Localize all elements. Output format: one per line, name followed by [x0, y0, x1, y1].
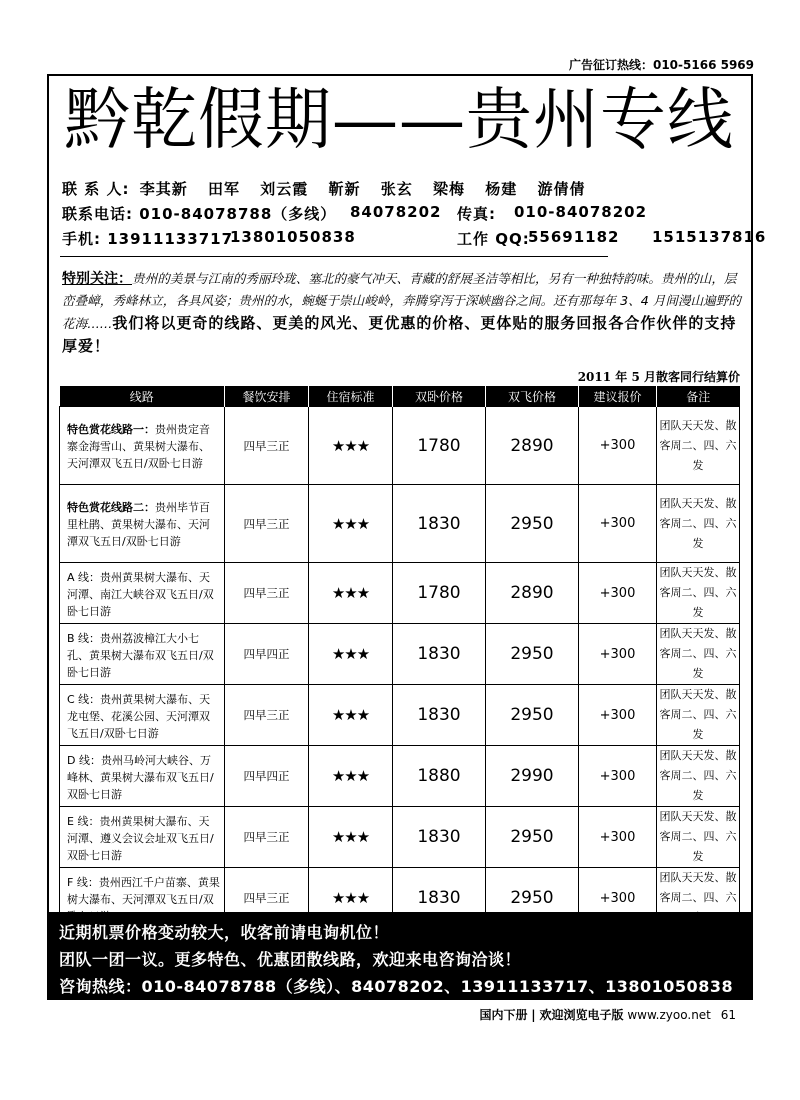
route-text: D 线：贵州马岭河大峡谷、万峰林、黄果树大瀑布双飞五日/双卧七日游 — [67, 753, 214, 801]
route-text: A 线：贵州黄果树大瀑布、天河潭、南江大峡谷双飞五日/双卧七日游 — [67, 570, 214, 618]
route-text: 贵州毕节百里杜鹃、黄果树大瀑布、天河潭双飞五日/双卧七日游 — [67, 501, 210, 548]
route-cell — [60, 685, 225, 746]
flight-price: 2890 — [486, 407, 579, 485]
meal-cell: 四早三正 — [225, 485, 309, 563]
flight-price: 2990 — [486, 746, 579, 807]
meal-cell: 四早三正 — [225, 868, 309, 929]
contact-person: 梁梅 — [432, 180, 465, 198]
special-promise: 我们将以更奇的线路、更美的风光、更优惠的价格、更体贴的服务回报各合作伙伴的支持厚爱！ — [62, 314, 737, 355]
route-text: C 线：贵州黄果树大瀑布、天龙屯堡、花溪公园、天河潭双飞五日/双卧七日游 — [67, 692, 211, 740]
table-row — [60, 746, 740, 807]
ad-hotline: 广告征订热线：010-5166 5969 — [568, 58, 754, 72]
route-text: B 线：贵州荔波樟江大小七孔、黄果树大瀑布双飞五日/双卧七日游 — [67, 631, 214, 679]
note-cell: 团队天天发、散客周二、四、六 — [657, 868, 740, 929]
footer-hotline: 咨询热线：010-84078788（多线）、84078202、13911133717、13801050838 — [59, 977, 734, 996]
contact-person: 刘云霞 — [260, 180, 309, 198]
contact-phone-row — [62, 203, 742, 224]
special-intro: 贵州的美景与江南的秀丽玲珑、塞北的豪气冲天、青藏的舒展圣洁等相比，另有一种独特韵味。贵州的山，层峦叠嶂，秀峰林立，各具风姿；贵州的水，蜿蜒于崇山峻岭，奔腾穿泻于深峡幽谷之间。还有那每年 3、4 月间漫山遍野的花海…… — [62, 271, 741, 331]
table-row — [60, 485, 740, 563]
footer-banner — [47, 912, 753, 1000]
contact-person: 游倩倩 — [537, 180, 586, 198]
fax-label: 传真: — [457, 205, 496, 223]
browse-text: 欢迎浏览电子版 — [539, 1008, 624, 1022]
table-row — [60, 685, 740, 746]
sleeper-price: 1830 — [393, 485, 486, 563]
sleeper-price: 1830 — [393, 685, 486, 746]
col-header-meal: 餐饮安排 — [225, 386, 309, 407]
note-cell: 团队天天发、散客周二、四、六发 — [657, 407, 740, 485]
sleeper-price: 1830 — [393, 807, 486, 868]
suggested-price: +300 — [579, 685, 657, 746]
lodging-stars: ★★★ — [309, 563, 393, 624]
route-highlight: 特色赏花线路一： — [67, 423, 155, 436]
meal-cell: 四早三正 — [225, 685, 309, 746]
col-header-lodging: 住宿标准 — [309, 386, 393, 407]
note-cell: 团队天天发、散客周二、四、六发 — [657, 563, 740, 624]
lodging-stars: ★★★ — [309, 624, 393, 685]
divider — [60, 256, 608, 257]
route-cell — [60, 624, 225, 685]
suggested-price: +300 — [579, 624, 657, 685]
fax-number: 010-84078202 — [514, 203, 648, 221]
flight-price: 2890 — [486, 563, 579, 624]
footer-line-2: 团队一团一议。更多特色、优惠团散线路，欢迎来电咨询洽谈！ — [59, 950, 522, 969]
page-number: 61 — [720, 1008, 736, 1022]
col-header-flight-price: 双飞价格 — [486, 386, 579, 407]
table-row — [60, 407, 740, 485]
note-cell: 团队天天发、散客周二、四、六发 — [657, 624, 740, 685]
col-header-route: 线路 — [60, 386, 225, 407]
sleeper-price: 1780 — [393, 563, 486, 624]
flight-price: 2950 — [486, 685, 579, 746]
mobile-number-2: 13801050838 — [230, 228, 356, 246]
people-label: 联 系 人: — [62, 180, 130, 198]
contact-person: 杨建 — [485, 180, 518, 198]
suggested-price: +300 — [579, 407, 657, 485]
col-header-note: 备注 — [657, 386, 740, 407]
sleeper-price: 1830 — [393, 868, 486, 929]
phone-number-2: 84078202 — [350, 203, 442, 221]
contact-person: 靳新 — [328, 180, 361, 198]
flight-price: 2950 — [486, 485, 579, 563]
col-header-suggested-price: 建议报价 — [579, 386, 657, 407]
meal-cell: 四早三正 — [225, 407, 309, 485]
route-cell — [60, 807, 225, 868]
section-name: 国内下册 — [479, 1008, 528, 1022]
lodging-stars: ★★★ — [309, 868, 393, 929]
route-cell — [60, 407, 225, 485]
route-cell — [60, 485, 225, 563]
price-table-caption: 2011 年 5 月散客同行结算价 — [577, 370, 740, 384]
table-row — [60, 807, 740, 868]
qq-label: 工作 QQ: — [457, 230, 530, 248]
meal-cell: 四早三正 — [225, 563, 309, 624]
note-cell: 团队天天发、散客周二、四、六发 — [657, 746, 740, 807]
route-cell — [60, 746, 225, 807]
mobile-label: 手机: — [62, 230, 101, 248]
suggested-price: +300 — [579, 746, 657, 807]
note-cell: 团队天天发、散客周二、四、六发 — [657, 685, 740, 746]
sleeper-price: 1780 — [393, 407, 486, 485]
route-text: E 线：贵州黄果树大瀑布、天河潭、遵义会议会址双飞五日/双卧七日游 — [67, 814, 214, 862]
qq-number-2: 1515137816 — [652, 228, 767, 246]
route-text: F 线：贵州西江千户苗寨、黄果树大瀑布、天河潭双飞五日/双 — [67, 875, 220, 906]
contact-people-row — [62, 178, 585, 199]
qq-number: 55691182 — [528, 228, 620, 246]
page-title: 黔乾假期——贵州专线 — [64, 80, 734, 159]
suggested-price: +300 — [579, 868, 657, 929]
table-header-row — [60, 386, 740, 407]
suggested-price: +300 — [579, 807, 657, 868]
col-header-sleeper-price: 双卧价格 — [393, 386, 486, 407]
meal-cell: 四早四正 — [225, 746, 309, 807]
flight-price: 2950 — [486, 624, 579, 685]
page-footer — [479, 1006, 736, 1023]
table-row — [60, 563, 740, 624]
price-table — [59, 386, 740, 929]
suggested-price: +300 — [579, 563, 657, 624]
footer-line-1: 近期机票价格变动较大，收客前请电询机位！ — [59, 923, 390, 942]
table-row — [60, 624, 740, 685]
route-cell — [60, 563, 225, 624]
website-link[interactable]: www.zyoo.net — [627, 1008, 711, 1022]
phone-label: 联系电话: — [62, 205, 133, 223]
lodging-stars: ★★★ — [309, 685, 393, 746]
flight-price: 2950 — [486, 807, 579, 868]
lodging-stars: ★★★ — [309, 746, 393, 807]
meal-cell: 四早四正 — [225, 624, 309, 685]
phone-number: 010-84078788（多线） — [139, 205, 337, 223]
special-notice — [62, 268, 742, 358]
lodging-stars: ★★★ — [309, 807, 393, 868]
meal-cell: 四早三正 — [225, 807, 309, 868]
lodging-stars: ★★★ — [309, 485, 393, 563]
separator: | — [531, 1008, 536, 1022]
sleeper-price: 1880 — [393, 746, 486, 807]
contact-person: 田军 — [207, 180, 240, 198]
note-cell: 团队天天发、散客周二、四、六发 — [657, 485, 740, 563]
contact-mobile-row — [62, 228, 767, 249]
route-text: 贵州贵定音寨金海雪山、黄果树大瀑布、天河潭双飞五日/双卧七日游 — [67, 423, 210, 470]
route-highlight: 特色赏花线路二： — [67, 501, 155, 514]
contact-person: 李其新 — [139, 180, 188, 198]
contact-person: 张玄 — [380, 180, 413, 198]
special-label: 特别关注： — [62, 271, 132, 287]
lodging-stars: ★★★ — [309, 407, 393, 485]
note-cell: 团队天天发、散客周二、四、六发 — [657, 807, 740, 868]
flight-price: 2950 — [486, 868, 579, 929]
mobile-number: 13911133717 — [107, 230, 234, 248]
sleeper-price: 1830 — [393, 624, 486, 685]
suggested-price: +300 — [579, 485, 657, 563]
